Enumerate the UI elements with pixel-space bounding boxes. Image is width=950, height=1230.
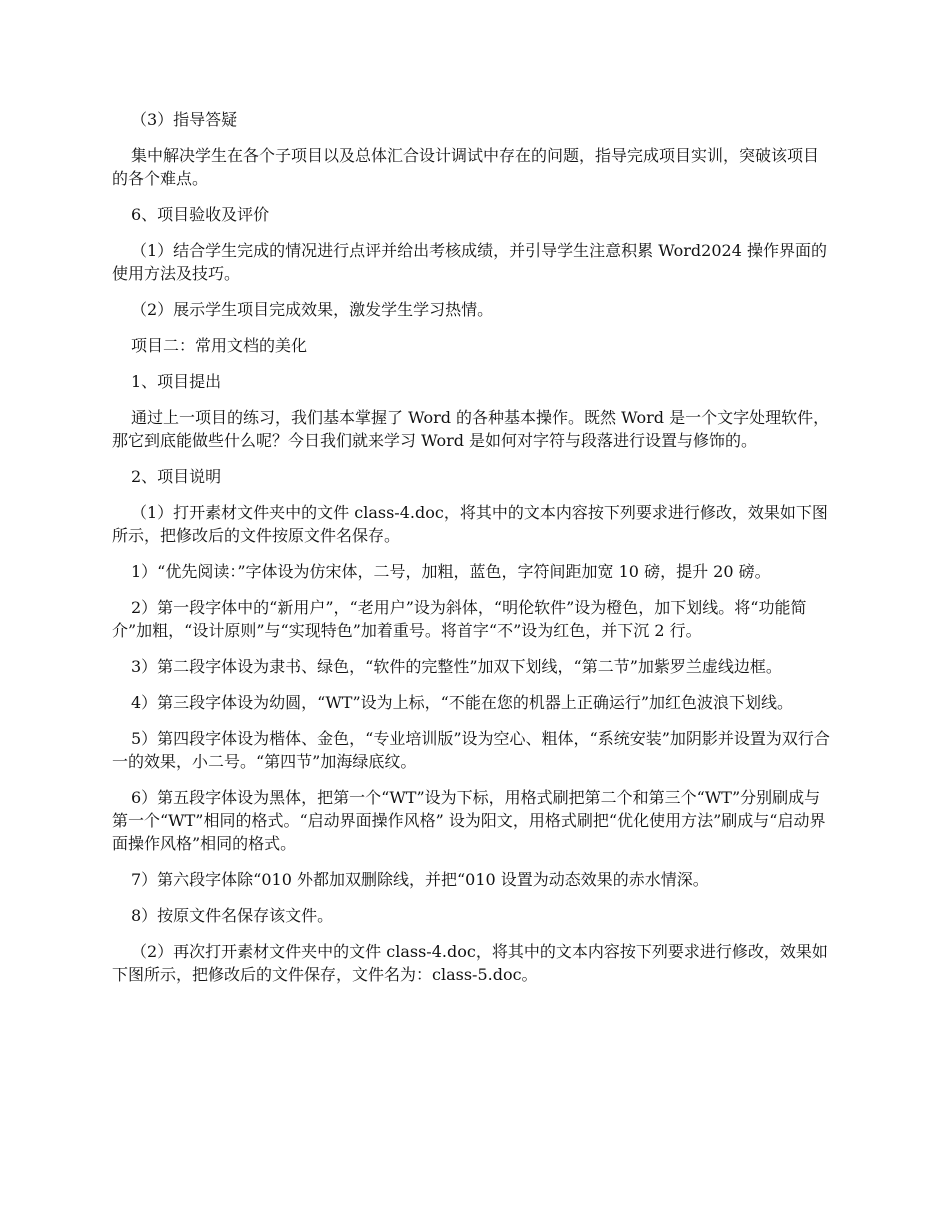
- paragraph-acceptance-item-1: （1）结合学生完成的情况进行点评并给出考核成绩，并引导学生注意积累 Word2024 操作界面的使用方法及技巧。: [112, 241, 827, 283]
- document-page: [112, 108, 834, 999]
- paragraph-step-2: 2）第一段字体中的“新用户”，“老用户”设为斜体，“明伦软件”设为橙色，加下划线。将“功能简介”加粗，“设计原则”与“实现特色”加着重号。将首字“不”设为红色，并下沉 2 行。: [112, 598, 807, 640]
- paragraph-acceptance-heading: 6、项目验收及评价: [131, 205, 270, 224]
- paragraph-guidance-body: 集中解决学生在各个子项目以及总体汇合设计调试中存在的问题，指导完成项目实训，突破该项目的各个难点。: [112, 146, 820, 188]
- paragraph-task-1: （1）打开素材文件夹中的文件 class-4.doc，将其中的文本内容按下列要求进行修改，效果如下图所示，把修改后的文件按原文件名保存。: [112, 503, 828, 545]
- paragraph-project-proposal-heading: 1、项目提出: [131, 372, 222, 391]
- paragraph-project-description-heading: 2、项目说明: [131, 467, 222, 486]
- paragraph-project-two-title: 项目二：常用文档的美化: [131, 336, 308, 355]
- paragraph-step-3: 3）第二段字体设为隶书、绿色，“软件的完整性”加双下划线，“第二节”加紫罗兰虚线边框。: [131, 657, 782, 676]
- paragraph-project-proposal-body: 通过上一项目的练习，我们基本掌握了 Word 的各种基本操作。既然 Word 是一个文字处理软件，那它到底能做些什么呢？今日我们就来学习 Word 是如何对字符与段落进行设置与修饰的。: [112, 408, 830, 450]
- paragraph-step-7: 7）第六段字体除“010 外都加双删除线，并把“010 设置为动态效果的赤水情深。: [131, 870, 709, 889]
- paragraph-step-4: 4）第三段字体设为幼圆，“WT”设为上标，“不能在您的机器上正确运行”加红色波浪下划线。: [131, 693, 794, 712]
- paragraph-guidance-heading: （3）指导答疑: [131, 110, 238, 129]
- paragraph-step-6: 6）第五段字体设为黑体，把第一个“WT”设为下标，用格式刷把第二个和第三个“WT”分别刷成与第一个“WT”相同的格式。“启动界面操作风格” 设为阳文，用格式刷把“优化使用方法”刷成与“启动界面操作风格”相同的格式。: [112, 788, 826, 853]
- paragraph-step-5: 5）第四段字体设为楷体、金色，“专业培训版”设为空心、粗体，“系统安装”加阴影并设置为双行合一的效果，小二号。“第四节”加海绿底纹。: [112, 729, 830, 771]
- paragraph-step-8: 8）按原文件名保存该文件。: [131, 906, 334, 925]
- paragraph-acceptance-item-2: （2）展示学生项目完成效果，激发学生学习热情。: [131, 300, 494, 319]
- paragraph-step-1: 1）“优先阅读：”字体设为仿宋体，二号，加粗，蓝色，字符间距加宽 10 磅，提升 20 磅。: [131, 562, 771, 581]
- paragraph-task-2: （2）再次打开素材文件夹中的文件 class-4.doc，将其中的文本内容按下列要求进行修改，效果如下图所示，把修改后的文件保存，文件名为：class-5.doc。: [112, 942, 828, 984]
